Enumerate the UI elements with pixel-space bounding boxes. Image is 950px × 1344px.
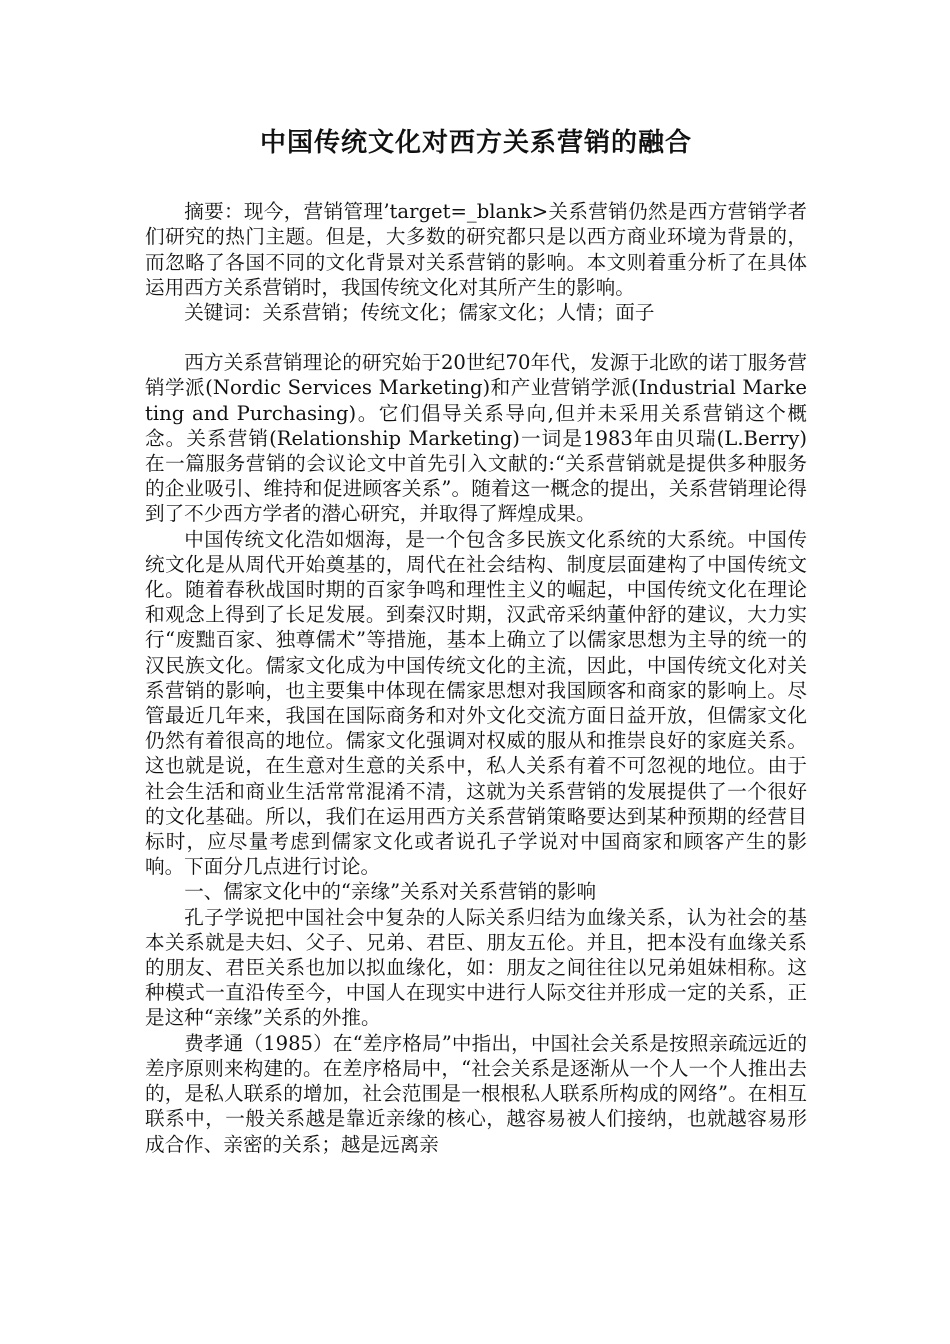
body-paragraph-1: 西方关系营销理论的研究始于20世纪70年代，发源于北欧的诺丁服务营销学派(Nordic Services Marketing)和产业营销学派(Industrial Marketing and Purchasing)。它们倡导关系导向,但并未采用关系营销这个概念。关系营销(Relationship Marketing)一词是1983年由贝瑞(L.Berry)在一篇服务营销的会议论文中首先引入文献的:“关系营销就是提供多种服务的企业吸引、维持和促进顾客关系”。随着这一概念的提出，关系营销理论得到了不少西方学者的潜心研究，并取得了辉煌成果。 [145, 351, 807, 526]
keywords-paragraph: 关键词：关系营销；传统文化；儒家文化；人情；面子 [184, 301, 655, 324]
abstract-paragraph: 摘要：现今，营销管理’target=_blank>关系营销仍然是西方营销学者们研究的热门主题。但是，大多数的研究都只是以西方商业环境为背景的，而忽略了各国不同的文化背景对关系营销的影响。本文则着重分析了在具体运用西方关系营销时，我国传统文化对其所产生的影响。 [145, 200, 807, 299]
body-paragraph-4: 费孝通（1985）在“差序格局”中指出，中国社会关系是按照亲疏远近的差序原则来构建的。在差序格局中，“社会关系是逐渐从一个人一个人推出去的，是私人联系的增加，社会范围是一根根私人联系所构成的网络”。在相互联系中，一般关系越是靠近亲缘的核心，越容易被人们接纳，也就越容易形成合作、亲密的关系；越是远离亲 [145, 1031, 807, 1156]
document-title: 中国传统文化对西方关系营销的融合 [259, 128, 692, 158]
section-heading-1: 一、儒家文化中的“亲缘”关系对关系营销的影响 [184, 880, 597, 904]
body-paragraph-3: 孔子学说把中国社会中复杂的人际关系归结为血缘关系，认为社会的基本关系就是夫妇、父子、兄弟、君臣、朋友五伦。并且，把本没有血缘关系的朋友、君臣关系也加以拟血缘化，如：朋友之间往往以兄弟姐妹相称。这种模式一直沿传至今，中国人在现实中进行人际交往并形成一定的关系，正是这种“亲缘”关系的外推。 [145, 905, 807, 1030]
document-page [145, 128, 807, 1157]
paragraph-gap [145, 325, 807, 350]
body-paragraph-2: 中国传统文化浩如烟海，是一个包含多民族文化系统的大系统。中国传统文化是从周代开始奠基的，周代在社会结构、制度层面建构了中国传统文化。随着春秋战国时期的百家争鸣和理性主义的崛起，中国传统文化在理论和观念上得到了长足发展。到秦汉时期，汉武帝采纳董仲舒的建议，大力实行“废黜百家、独尊儒术”等措施，基本上确立了以儒家思想为主导的统一的汉民族文化。儒家文化成为中国传统文化的主流，因此，中国传统文化对关系营销的影响，也主要集中体现在儒家思想对我国顾客和商家的影响上。尽管最近几年来，我国在国际商务和对外文化交流方面日益开放，但儒家文化仍然有着很高的地位。儒家文化强调对权威的服从和推崇良好的家庭关系。这也就是说，在生意对生意的关系中，私人关系有着不可忽视的地位。由于社会生活和商业生活常常混淆不清，这就为关系营销的发展提供了一个很好的文化基础。所以，我们在运用西方关系营销策略要达到某种预期的经营目标时，应尽量考虑到儒家文化或者说孔子学说对中国商家和顾客产生的影响。下面分几点进行讨论。 [145, 527, 807, 879]
